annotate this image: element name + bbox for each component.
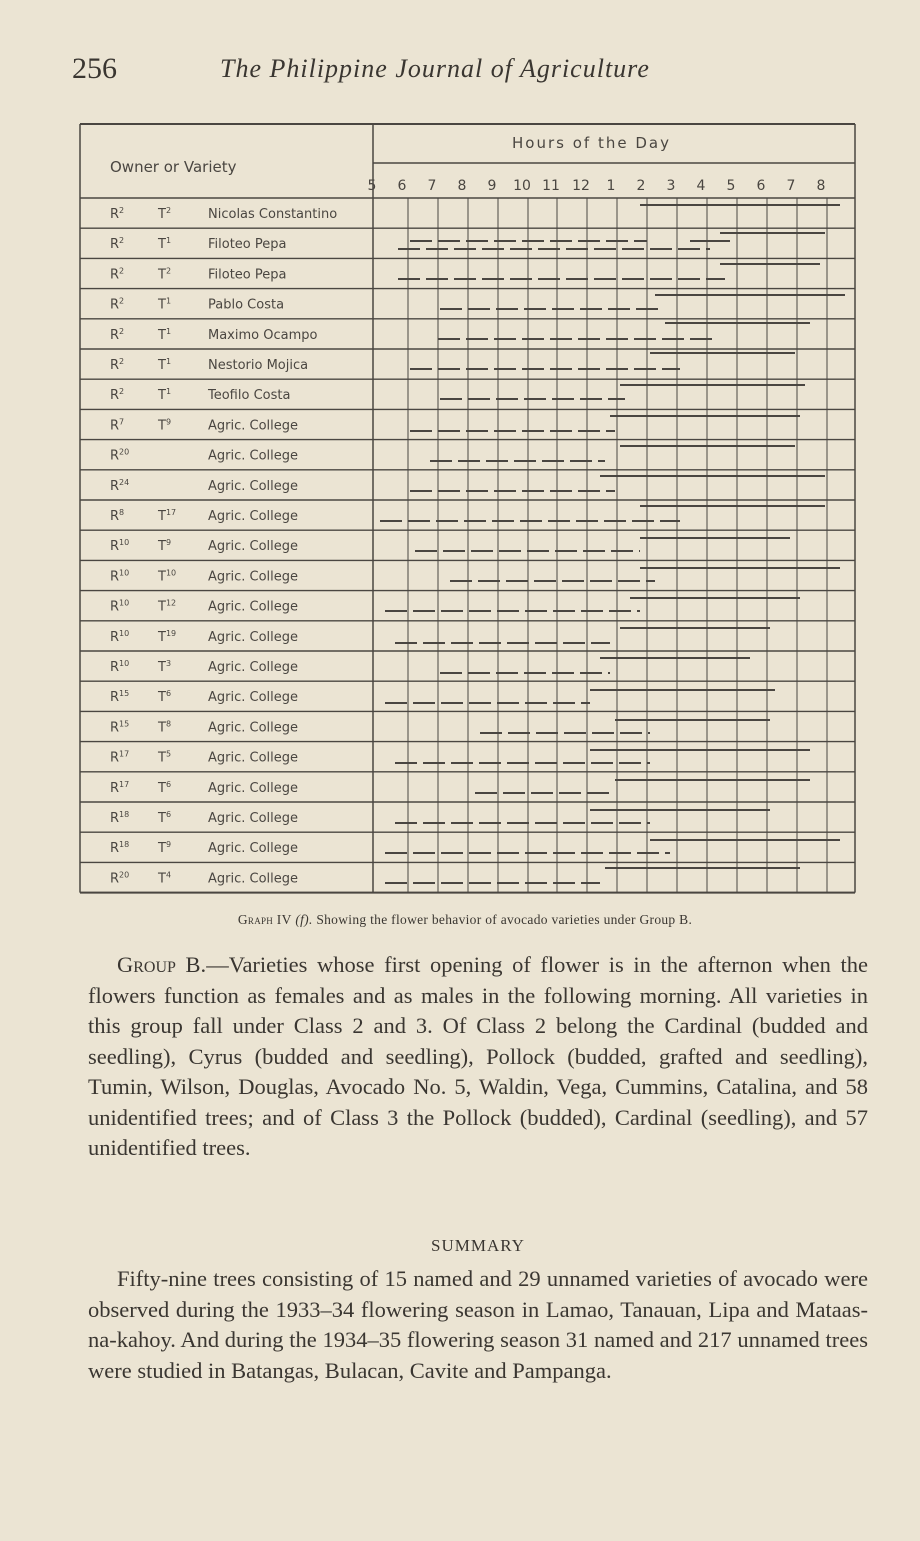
row-t-code: $T^9$	[158, 840, 172, 857]
row-variety-name: Agric. College	[208, 841, 299, 857]
summary-heading: SUMMARY	[431, 1236, 525, 1255]
caption-panel: (f).	[295, 912, 313, 927]
row-r-code: $R^{17}$	[110, 749, 130, 766]
row-r-code: $R^2$	[110, 266, 125, 283]
page-number: 256	[72, 52, 117, 85]
row-variety-name: Agric. College	[208, 478, 299, 494]
row-variety-name: Agric. College	[208, 539, 299, 555]
row-t-code: $T^{10}$	[158, 568, 177, 585]
row-r-code: $R^2$	[110, 296, 125, 313]
row-r-code: $R^{18}$	[110, 810, 130, 826]
row-r-code: $R^2$	[110, 326, 125, 343]
row-variety-name: Agric. College	[208, 750, 299, 766]
row-r-code: $R^{20}$	[110, 447, 130, 464]
owner-variety-header: Owner or Variety	[110, 158, 237, 176]
group-b-text: —Varieties whose first opening of flower is in the afternon when the flowers function as females and as males in the following morning. All varieties in this group fall under Class 2 and 3. Of Class 2 belong the Cardinal (budded and seedling), Cyrus (budded and seedling), Pollock (budded, grafted and seedling), Tumin, Wilson, Douglas, Avocado No. 5, Waldin, Vega, Cummins, Catalina, and 58 unidentified trees; and of Class 3 the Pollock (budded), Cardinal (seedling), and 57 unidentified trees.	[88, 952, 869, 1160]
row-variety-name: Pablo Costa	[208, 297, 285, 313]
row-t-code: $T^{12}$	[158, 598, 177, 615]
row-r-code: $R^{15}$	[110, 689, 130, 706]
hour-tick-label: 12	[572, 178, 590, 194]
row-variety-name: Filoteo Pepa	[208, 267, 287, 283]
row-variety-name: Maximo Ocampo	[208, 327, 318, 343]
caption-label: Graph IV	[237, 912, 292, 927]
row-variety-name: Agric. College	[208, 720, 299, 736]
row-t-code: $T^6$	[158, 779, 172, 796]
hour-tick-label: 4	[696, 178, 706, 194]
row-r-code: $R^{24}$	[110, 477, 130, 494]
row-variety-name: Agric. College	[208, 599, 299, 615]
row-variety-name: Agric. College	[208, 509, 299, 524]
hour-tick-label: 10	[513, 178, 531, 194]
row-r-code: $R^{10}$	[110, 568, 130, 585]
hour-tick-label: 6	[756, 178, 766, 194]
row-r-code: $R^{18}$	[110, 840, 130, 857]
row-t-code: $T^1$	[158, 326, 172, 343]
row-t-code: $T^8$	[158, 719, 172, 736]
graph-bars	[380, 205, 845, 883]
graph-grid	[80, 124, 855, 893]
row-r-code: $R^2$	[110, 236, 125, 253]
hour-tick-label: 7	[427, 178, 437, 194]
row-t-code: $T^9$	[158, 538, 172, 555]
row-r-code: $R^8$	[110, 508, 125, 524]
group-b-paragraph	[88, 950, 868, 1164]
row-r-code: $R^{10}$	[110, 659, 130, 675]
row-r-code: $R^{10}$	[110, 628, 130, 645]
row-t-code: $T^6$	[158, 689, 172, 706]
row-variety-name: Nicolas Constantino	[208, 207, 338, 222]
row-variety-name: Agric. College	[208, 690, 299, 706]
row-t-code: $T^4$	[158, 870, 172, 887]
hour-tick-label: 8	[457, 178, 467, 194]
summary-paragraph: Fifty-nine trees consisting of 15 named and 29 unnamed varieties of avocado were observed during the 1933–34 flowering season in Lamao, Tanauan, Lipa and Mataas-na-kahoy. And during the 1934–35 flowering season 31 named and 217 unnamed trees were studied in Batangas, Bulacan, Cavite and Pampanga.	[88, 1266, 868, 1383]
row-variety-name: Agric. College	[208, 448, 299, 464]
hour-tick-label: 5	[726, 178, 736, 194]
row-t-code: $T^1$	[158, 236, 172, 253]
row-r-code: $R^7$	[110, 417, 125, 434]
hour-tick-label: 3	[666, 178, 676, 194]
row-t-code: $T^3$	[158, 659, 172, 675]
row-r-code: $R^{17}$	[110, 779, 130, 796]
row-r-code: $R^{10}$	[110, 598, 130, 615]
hour-tick-label: 11	[542, 178, 560, 194]
row-variety-name: Agric. College	[208, 780, 299, 796]
row-t-code: $T^5$	[158, 749, 172, 766]
group-b-heading: Group B.	[117, 952, 207, 977]
row-r-code: $R^2$	[110, 206, 125, 222]
hour-tick-label: 6	[397, 178, 407, 194]
row-r-code: $R^{15}$	[110, 719, 130, 736]
hour-tick-label: 2	[636, 178, 646, 194]
hour-tick-label: 5	[367, 178, 377, 194]
row-r-code: $R^2$	[110, 387, 125, 404]
row-variety-name: Nestorio Mojica	[208, 358, 309, 373]
caption-text: Showing the flower behavior of avocado varieties under Group B.	[316, 912, 693, 927]
hour-tick-label: 8	[816, 178, 826, 194]
hour-tick-label: 9	[487, 178, 497, 194]
hour-tick-label: 1	[606, 178, 616, 194]
row-variety-name: Agric. College	[208, 871, 299, 887]
hours-header: Hours of the Day	[512, 134, 671, 152]
row-variety-name: Filoteo Pepa	[208, 237, 287, 253]
row-variety-name: Agric. College	[208, 629, 299, 645]
row-r-code: $R^{10}$	[110, 538, 130, 555]
row-t-code: $T^1$	[158, 357, 172, 373]
row-t-code: $T^1$	[158, 296, 172, 313]
row-t-code: $T^1$	[158, 387, 172, 404]
row-t-code: $T^{17}$	[158, 508, 177, 524]
row-variety-name: Agric. College	[208, 660, 299, 675]
row-t-code: $T^{19}$	[158, 628, 177, 645]
row-variety-name: Agric. College	[208, 418, 299, 434]
row-variety-name: Agric. College	[208, 569, 299, 585]
row-r-code: $R^2$	[110, 357, 125, 373]
row-t-code: $T^9$	[158, 417, 172, 434]
graph-caption	[80, 912, 850, 928]
row-t-code: $T^6$	[158, 810, 172, 826]
row-variety-name: Agric. College	[208, 811, 299, 826]
row-t-code: $T^2$	[158, 266, 172, 283]
row-t-code: $T^2$	[158, 206, 172, 222]
row-variety-name: Teofilo Costa	[208, 388, 291, 404]
journal-title: The Philippine Journal of Agriculture	[220, 54, 650, 83]
row-r-code: $R^{20}$	[110, 870, 130, 887]
hour-tick-label: 7	[786, 178, 796, 194]
